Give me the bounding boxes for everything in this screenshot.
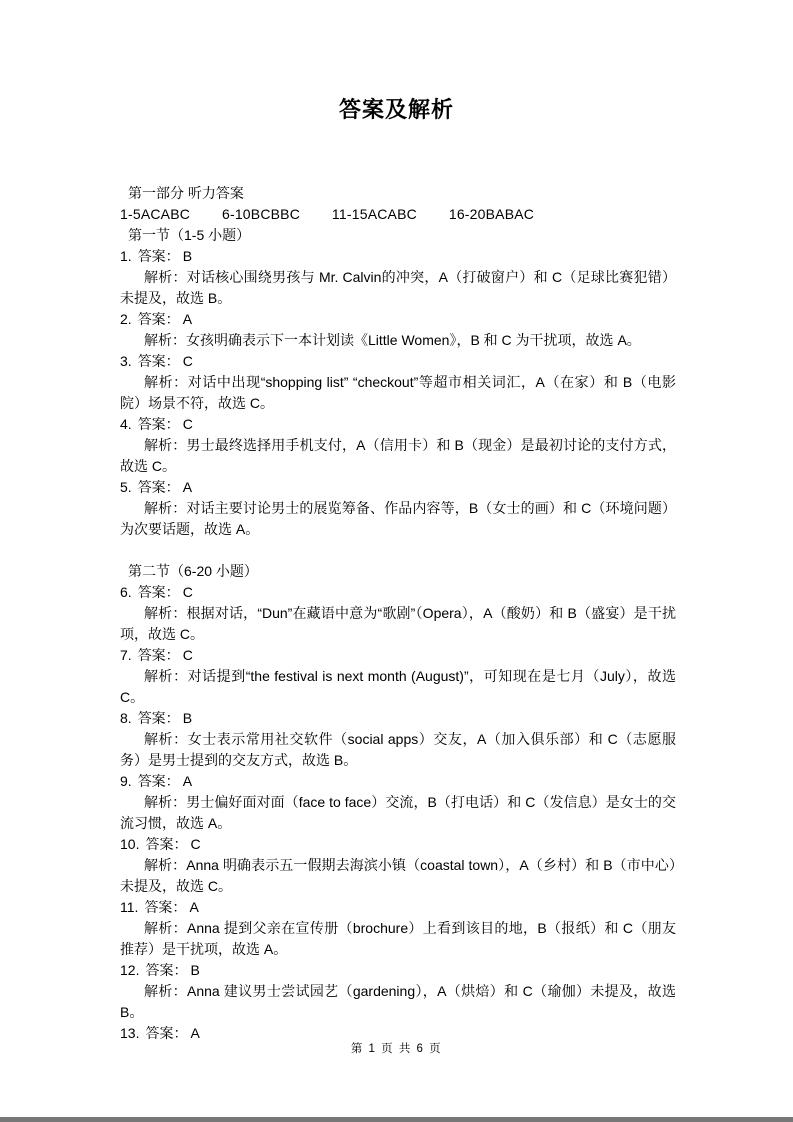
item-explanation: 解析：对话主要讨论男士的展览筹备、作品内容等，B（女士的画）和 C（环境问题）为次要话题，故选 A。: [120, 500, 676, 537]
answer-line: [120, 351, 676, 372]
answer-line: [120, 477, 676, 498]
answer-key-group: 1-5ACABC: [120, 206, 191, 222]
answer-label: 答案：: [144, 899, 187, 915]
answer-line: [120, 960, 676, 981]
answer-item: [120, 834, 676, 897]
item-number: 3.: [120, 353, 132, 369]
item-number: 12.: [120, 962, 140, 978]
item-explanation: 解析：女孩明确表示下一本计划读《Little Women》，B 和 C 为干扰项，故选 A。: [144, 332, 641, 348]
section-1: [120, 225, 676, 540]
answer-value: C: [182, 647, 193, 663]
item-explanation: 解析：男士最终选择用手机支付，A（信用卡）和 B（现金）是最初讨论的支付方式，故选 C。: [120, 437, 676, 474]
answer-value: B: [182, 248, 193, 264]
answer-line: [120, 834, 676, 855]
answer-label: 答案：: [137, 584, 180, 600]
answer-key-group: 16-20BABAC: [448, 206, 535, 222]
item-explanation: 解析：根据对话，“Dun”在藏语中意为“歌剧”（Opera），A（酸奶）和 B（盛宴）是干扰项，故选 C。: [120, 605, 676, 642]
answer-value: A: [182, 479, 193, 495]
answer-item: [120, 351, 676, 414]
page-title: 答案及解析: [338, 97, 454, 122]
answer-line: [120, 645, 676, 666]
answer-line: [120, 582, 676, 603]
answer-item: [120, 477, 676, 540]
answer-item: [120, 309, 676, 351]
item-number: 5.: [120, 479, 132, 495]
answer-line: [120, 708, 676, 729]
item-number: 6.: [120, 584, 132, 600]
item-explanation: 解析：对话中出现“shopping list” “checkout”等超市相关词汇，A（在家）和 B（电影院）场景不符，故选 C。: [120, 374, 676, 411]
answer-label: 答案：: [145, 962, 188, 978]
item-number: 8.: [120, 710, 132, 726]
answer-value: A: [182, 311, 193, 327]
answer-line: [120, 414, 676, 435]
section-2: [120, 561, 676, 1044]
answer-item: [120, 897, 676, 960]
section1-heading: 第一节（1-5 小题）: [128, 227, 251, 243]
item-number: 1.: [120, 248, 132, 264]
answer-label: 答案：: [137, 248, 180, 264]
answer-item: [120, 582, 676, 645]
item-explanation: 解析：Anna 建议男士尝试园艺（gardening），A（烘焙）和 C（瑜伽）未提及，故选 B。: [120, 983, 676, 1020]
answer-key-group: 6-10BCBBC: [221, 206, 301, 222]
section2-items: [120, 582, 676, 1044]
item-number: 10.: [120, 836, 140, 852]
item-explanation: 解析：Anna 明确表示五一假期去海滨小镇（coastal town），A（乡村）和 B（市中心）未提及，故选 C。: [120, 857, 676, 894]
answer-label: 答案：: [137, 479, 180, 495]
answer-value: A: [190, 1025, 200, 1041]
item-number: 9.: [120, 773, 132, 789]
item-explanation: 解析：对话核心围绕男孩与 Mr. Calvin的冲突，A（打破窗户）和 C（足球比赛犯错）未提及，故选 B。: [120, 269, 676, 306]
answer-key-line: [120, 204, 676, 225]
answer-value: C: [190, 836, 201, 852]
answer-line: [120, 246, 676, 267]
answer-label: 答案：: [137, 773, 180, 789]
answer-label: 答案：: [137, 647, 180, 663]
answer-line: [120, 309, 676, 330]
answer-value: A: [182, 773, 193, 789]
item-explanation: 解析：对话提到“the festival is next month (August)”，可知现在是七月（July），故选 C。: [120, 668, 676, 705]
item-number: 4.: [120, 416, 132, 432]
answer-label: 答案：: [137, 311, 180, 327]
answer-item: [120, 708, 676, 771]
answer-key-group: 11-15ACABC: [331, 206, 417, 222]
item-explanation: 解析：Anna 提到父亲在宣传册（brochure）上看到该目的地，B（报纸）和 C（朋友推荐）是干扰项，故选 A。: [120, 920, 676, 957]
answer-item: [120, 645, 676, 708]
item-number: 7.: [120, 647, 132, 663]
item-number: 11.: [120, 899, 139, 915]
answer-label: 答案：: [137, 353, 180, 369]
item-explanation: 解析：女士表示常用社交软件（social apps）交友，A（加入俱乐部）和 C（志愿服务）是男士提到的交友方式，故选 B。: [120, 731, 676, 768]
answer-label: 答案：: [145, 1025, 188, 1041]
answer-label: 答案：: [145, 836, 188, 852]
answer-value: B: [190, 962, 200, 978]
answer-value: A: [189, 899, 199, 915]
document-body: [120, 183, 676, 1044]
answer-line: [120, 771, 676, 792]
answer-item: [120, 960, 676, 1023]
section1-items: [120, 246, 676, 540]
answer-label: 答案：: [137, 416, 180, 432]
page-footer: 第 1 页 共 6 页: [350, 1043, 443, 1055]
answer-value: B: [182, 710, 193, 726]
item-number: 2.: [120, 311, 132, 327]
part-heading: 第一部分 听力答案: [128, 185, 244, 201]
section2-heading: 第二节（6-20 小题）: [128, 563, 258, 579]
answer-value: C: [182, 584, 193, 600]
page-bottom-edge: [0, 1117, 793, 1122]
answer-item: [120, 771, 676, 834]
answer-value: C: [182, 416, 193, 432]
item-number: 13.: [120, 1025, 140, 1041]
answer-item: [120, 414, 676, 477]
answer-value: C: [182, 353, 193, 369]
item-explanation: 解析：男士偏好面对面（face to face）交流，B（打电话）和 C（发信息）是女士的交流习惯，故选 A。: [120, 794, 676, 831]
answer-item: [120, 246, 676, 309]
answer-label: 答案：: [137, 710, 180, 726]
answer-line: [120, 897, 676, 918]
